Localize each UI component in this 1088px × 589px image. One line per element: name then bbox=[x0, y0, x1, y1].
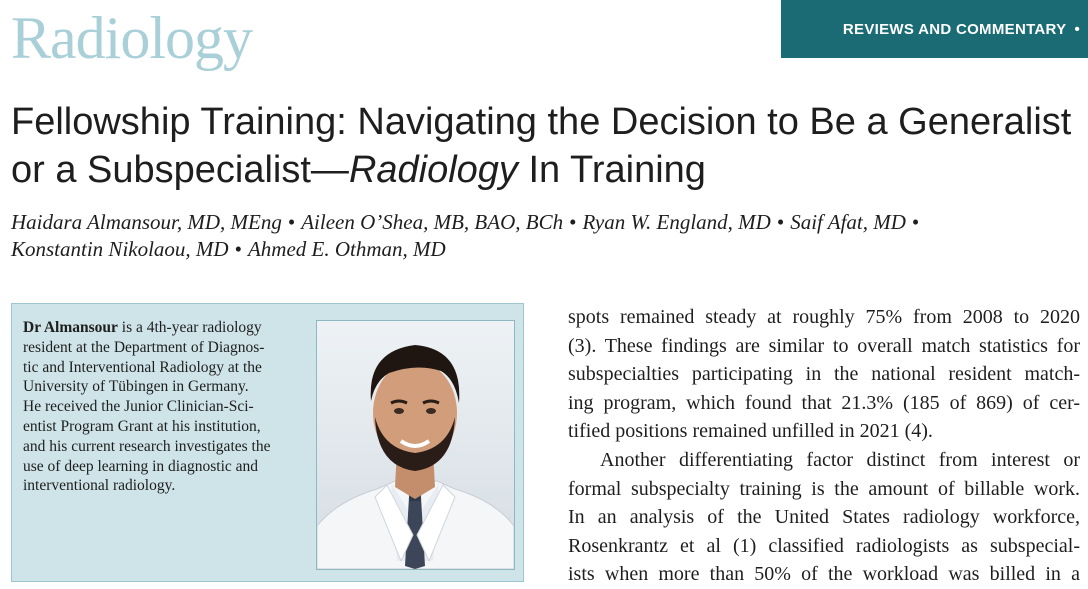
body-line: spots remained steady at roughly 75% from 2008 to 2020 bbox=[568, 306, 1080, 328]
bio-line: resident at the Department of Diagnos- bbox=[23, 338, 265, 356]
body-line: Another differentiating factor distinct from interest or bbox=[600, 448, 1080, 471]
bio-line: is a 4th-year radiology bbox=[117, 319, 262, 336]
bio-line: He received the Junior Clinician-Sci- bbox=[23, 398, 254, 416]
body-line: formal subspecialty training is the amount of billable work. bbox=[568, 477, 1080, 500]
portrait-photo-icon bbox=[317, 321, 514, 569]
body-line: ists when more than 50% of the workload was billed in a bbox=[568, 563, 1080, 586]
author-photo bbox=[316, 320, 515, 570]
author: Saif Afat, MD bbox=[790, 210, 906, 234]
body-line: subspecialties participating in the national resident match- bbox=[568, 363, 1080, 386]
author: Haidara Almansour, MD, MEng bbox=[11, 210, 282, 234]
body-column bbox=[568, 303, 1080, 589]
author-separator: • bbox=[234, 237, 242, 261]
body-line: ing program, which found that 21.3% (185 of 869) of cer- bbox=[568, 391, 1080, 414]
body-line: tified positions remained unfilled in 2021 (4). bbox=[568, 420, 933, 443]
author-separator: • bbox=[776, 210, 785, 234]
article-title bbox=[11, 98, 1086, 194]
author-bio-box bbox=[11, 303, 524, 582]
author-list bbox=[11, 209, 1081, 263]
title-rest-2c: In Training bbox=[517, 149, 706, 191]
body-line: In an analysis of the United States radiology workforce, bbox=[568, 506, 1080, 529]
author: Ahmed E. Othman, MD bbox=[247, 237, 446, 261]
section-tag bbox=[781, 0, 1088, 58]
body-paragraph bbox=[568, 303, 1080, 446]
author-separator: • bbox=[911, 210, 920, 234]
author: Konstantin Nikolaou, MD bbox=[11, 237, 229, 261]
author: Aileen O’Shea, MB, BAO, BCh bbox=[301, 210, 564, 234]
bio-line: interventional radiology. bbox=[23, 477, 176, 495]
bio-name: Dr Almansour bbox=[23, 319, 118, 336]
author-separator: • bbox=[287, 210, 296, 234]
body-line: Rosenkrantz et al (1) classified radiologists as subspecial- bbox=[568, 534, 1080, 557]
journal-logo: Radiology bbox=[11, 5, 252, 71]
title-rest-2b: Radiology bbox=[348, 149, 518, 191]
bio-text bbox=[23, 318, 303, 496]
body-line: (3). These findings are similar to overall match statistics for bbox=[568, 334, 1080, 357]
author: Ryan W. England, MD bbox=[582, 210, 771, 234]
title-rest-2a: or a Subspecialist— bbox=[11, 149, 349, 191]
bio-line: University of Tübingen in Germany. bbox=[23, 378, 249, 396]
bio-line: tic and Interventional Radiology at the bbox=[23, 358, 262, 376]
author-separator: • bbox=[569, 210, 577, 234]
title-lead: Fellowship Training: bbox=[11, 101, 347, 143]
bio-line: entist Program Grant at his institution, bbox=[23, 417, 261, 435]
title-rest-1: Navigating the Decision to Be a Generalist bbox=[346, 101, 1072, 143]
body-paragraph bbox=[568, 446, 1080, 589]
section-label: REVIEWS AND COMMENTARY bbox=[842, 20, 1067, 38]
bio-line: and his current research investigates the bbox=[23, 437, 271, 455]
section-dot: • bbox=[1074, 20, 1080, 38]
bio-line: use of deep learning in diagnostic and bbox=[23, 457, 259, 475]
